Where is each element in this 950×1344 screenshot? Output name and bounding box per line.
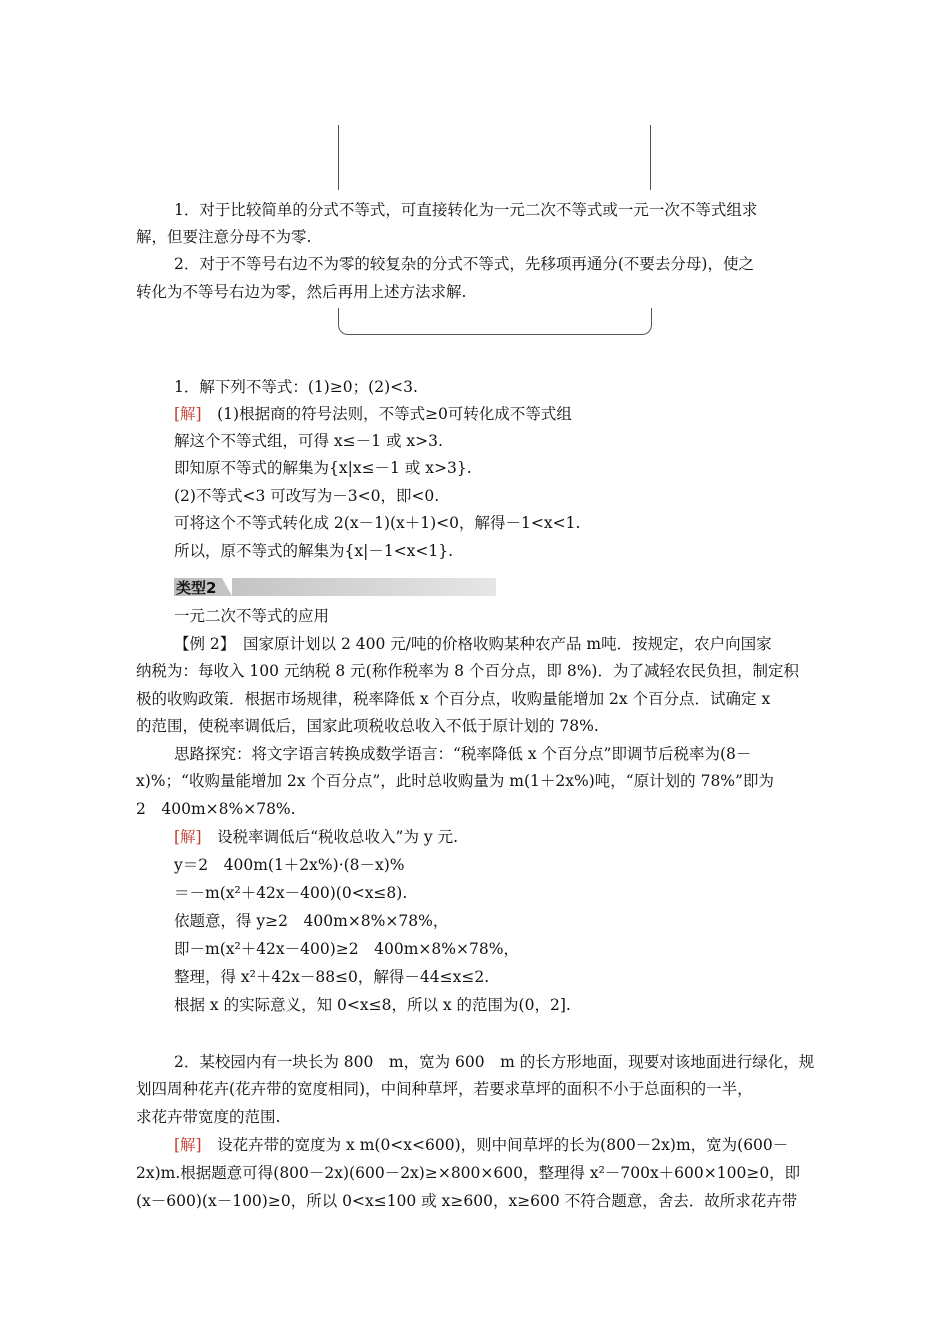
example-2-solution-line-4: 依题意，得 y≥2 400m×8%×78%， — [174, 912, 449, 930]
solution-tag: [解] — [174, 828, 202, 846]
solution-tag: [解] — [174, 405, 202, 423]
exercise-1-solution-line-3: 即知原不等式的解集为{x|x≤－1 或 x>3}. — [174, 459, 472, 477]
type-2-header-bar — [174, 578, 496, 596]
summary-point-1-line-1: 1．对于比较简单的分式不等式，可直接转化为一元二次不等式或一元一次不等式组求 — [174, 201, 758, 219]
box-left-border — [338, 125, 339, 190]
solution-tag: [解] — [174, 1136, 202, 1154]
exercise-1-solution-line-1 — [174, 403, 572, 425]
summary-point-1-line-2: 解，但要注意分母不为零. — [136, 228, 312, 246]
solution-text: 设税率调低后“税收总收入”为 y 元. — [201, 828, 458, 846]
example-2-solution-line-6: 整理，得 x²＋42x－88≤0，解得－44≤x≤2. — [174, 968, 490, 986]
example-2-solution-line-3: ＝－m(x²＋42x－400)(0<x≤8). — [174, 884, 408, 902]
exercise-2-question-line-3: 求花卉带宽度的范围. — [136, 1108, 281, 1126]
exercise-2-solution-line-1 — [174, 1134, 788, 1156]
example-2-line-4: 的范围，使税率调低后，国家此项税收总收入不低于原计划的 78%. — [136, 717, 599, 735]
analysis-line-1: 思路探究：将文字语言转换成数学语言：“税率降低 x 个百分点”即调节后税率为(8－ — [174, 745, 752, 763]
exercise-1-solution-line-5: 可将这个不等式转化成 2(x－1)(x＋1)<0，解得－1<x<1. — [174, 514, 581, 532]
exercise-2-solution-line-3: (x－600)(x－100)≥0，所以 0<x≤100 或 x≥600，x≥600 不符合题意，舍去．故所求花卉带 — [136, 1192, 798, 1210]
exercise-2-question-line-1: 2．某校园内有一块长为 800 m，宽为 600 m 的长方形地面，现要对该地面进行绿化，规 — [174, 1053, 815, 1071]
exercise-1-question: 1．解下列不等式：(1)≥0；(2)<3. — [174, 378, 418, 396]
exercise-2-solution-line-2: 2x)m.根据题意可得(800－2x)(600－2x)≥×800×600，整理得 x²－700x＋600×100≥0，即 — [136, 1164, 801, 1182]
example-2-solution-line-1 — [174, 826, 458, 848]
example-2-line-1: 【例 2】 国家原计划以 2 400 元/吨的价格收购某种农产品 m吨．按规定，农户向国家 — [174, 635, 772, 653]
example-2-solution-line-2: y＝2 400m(1＋2x%)·(8－x)% — [174, 856, 405, 874]
exercise-1-solution-line-6: 所以，原不等式的解集为{x|－1<x<1}. — [174, 542, 454, 560]
solution-text: 设花卉带的宽度为 x m(0<x<600)，则中间草坪的长为(800－2x)m，宽为(600－ — [201, 1136, 789, 1154]
example-2-line-3: 极的收购政策．根据市场规律，税率降低 x 个百分点，收购量能增加 2x 个百分点．试确定 x — [136, 690, 771, 708]
exercise-1-solution-line-2: 解这个不等式组，可得 x≤－1 或 x>3. — [174, 432, 443, 450]
type-2-notch — [222, 578, 232, 596]
summary-point-2-line-1: 2．对于不等号右边不为零的较复杂的分式不等式，先移项再通分(不要去分母)，使之 — [174, 255, 754, 273]
type-2-label: 类型2 — [176, 579, 217, 597]
type-2-title: 一元二次不等式的应用 — [174, 607, 330, 625]
box-bottom-border — [338, 308, 652, 335]
box-right-border — [650, 125, 651, 190]
exercise-2-question-line-2: 划四周种花卉(花卉带的宽度相同)，中间种草坪，若要求草坪的面积不小于总面积的一半， — [136, 1080, 753, 1098]
example-2-line-2: 纳税为：每收入 100 元纳税 8 元(称作税率为 8 个百分点，即 8%)．为了减轻农民负担，制定积 — [136, 662, 799, 680]
exercise-1-solution-line-4: (2)不等式<3 可改写为－3<0，即<0. — [174, 487, 440, 505]
example-2-solution-line-7: 根据 x 的实际意义，知 0<x≤8，所以 x 的范围为(0，2]. — [174, 996, 571, 1014]
example-2-solution-line-5: 即－m(x²＋42x－400)≥2 400m×8%×78%， — [174, 940, 519, 958]
analysis-line-2: x)%；“收购量能增加 2x 个百分点”，此时总收购量为 m(1＋2x%)吨，“原计划的 78%”即为 — [136, 772, 774, 790]
analysis-line-3: 2 400m×8%×78%. — [136, 800, 296, 818]
solution-text: (1)根据商的符号法则，不等式≥0可转化成不等式组 — [201, 405, 572, 423]
summary-point-2-line-2: 转化为不等号右边为零，然后再用上述方法求解. — [136, 283, 467, 301]
